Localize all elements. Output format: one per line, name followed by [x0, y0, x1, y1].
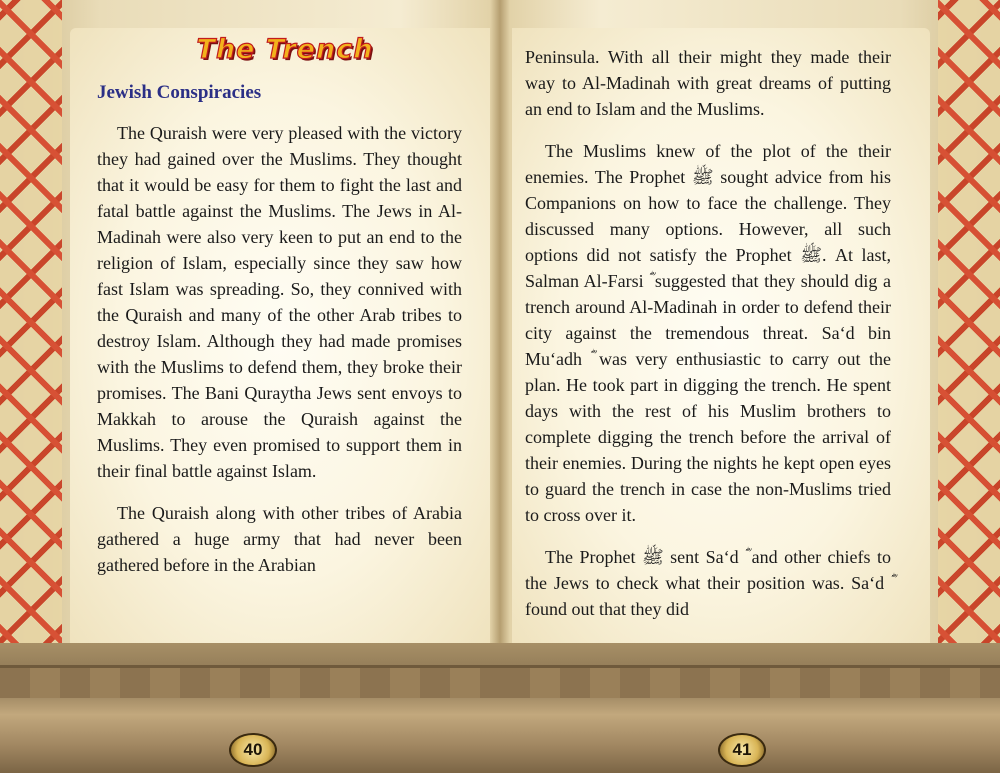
- paragraph: Peninsula. With all their might they made their way to Al-Madinah with great dreams of putting an end to Islam and the Muslims.: [525, 47, 891, 119]
- section-heading: Jewish Conspiracies: [97, 82, 262, 103]
- chapter-title: The Trench: [196, 34, 374, 65]
- right-page: [500, 0, 1000, 773]
- right-body-text: [525, 44, 891, 638]
- paragraph: The Quraish were very pleased with the victory they had gained over the Muslims. They thought that it would be easy for them to fight the last and fatal battle against the Muslims. The Jews in Al-Madinah were also very keen to put an end to the religion of Islam, especially since they saw how fast Islam was spreading. So, they connived with the Quraish and many of the other Arab tribes to destroy Islam. Although they had made promises with the Muslims to defend them, they broke their promises. The Bani Quraytha Jews sent envoys to Makkah to arouse the Quraish against the Muslims. They even promised to support them in their final battle against Islam.: [97, 123, 462, 481]
- paragraph: The Prophet ﷺ sent Sa‘d ؓ and other chiefs to the Jews to check what their position was. Sa‘d ؓ found out that they did: [525, 547, 891, 619]
- paragraph: The Muslims knew of the plot of the their enemies. The Prophet ﷺ sought advice from his Companions on how to face the challenge. They discussed many options. However, all such options did not satisfy the Prophet ﷺ. At last, Salman Al-Farsi ؓ suggested that they should dig a trench around Al-Madinah in order to defend their city against the tremendous threat. Sa‘d bin Mu‘adh ؓ was very enthusiastic to carry out the plan. He took part in digging the trench. He spent days with the rest of his Muslim brothers to complete digging the trench before the arrival of their enemies. During the nights he kept open eyes to guard the trench in case the non-Muslims tried to cross over it.: [525, 141, 891, 525]
- right-city-wall: [500, 665, 1000, 698]
- left-city-wall: [0, 665, 500, 698]
- right-ornamental-border: [938, 0, 1000, 700]
- page-number: 41: [718, 733, 766, 767]
- paragraph: The Quraish along with other tribes of Arabia gathered a huge army that had never been gathered before in the Arabian: [97, 503, 462, 575]
- left-ornamental-border: [0, 0, 62, 700]
- left-body-text: [97, 120, 462, 594]
- page-number: 40: [229, 733, 277, 767]
